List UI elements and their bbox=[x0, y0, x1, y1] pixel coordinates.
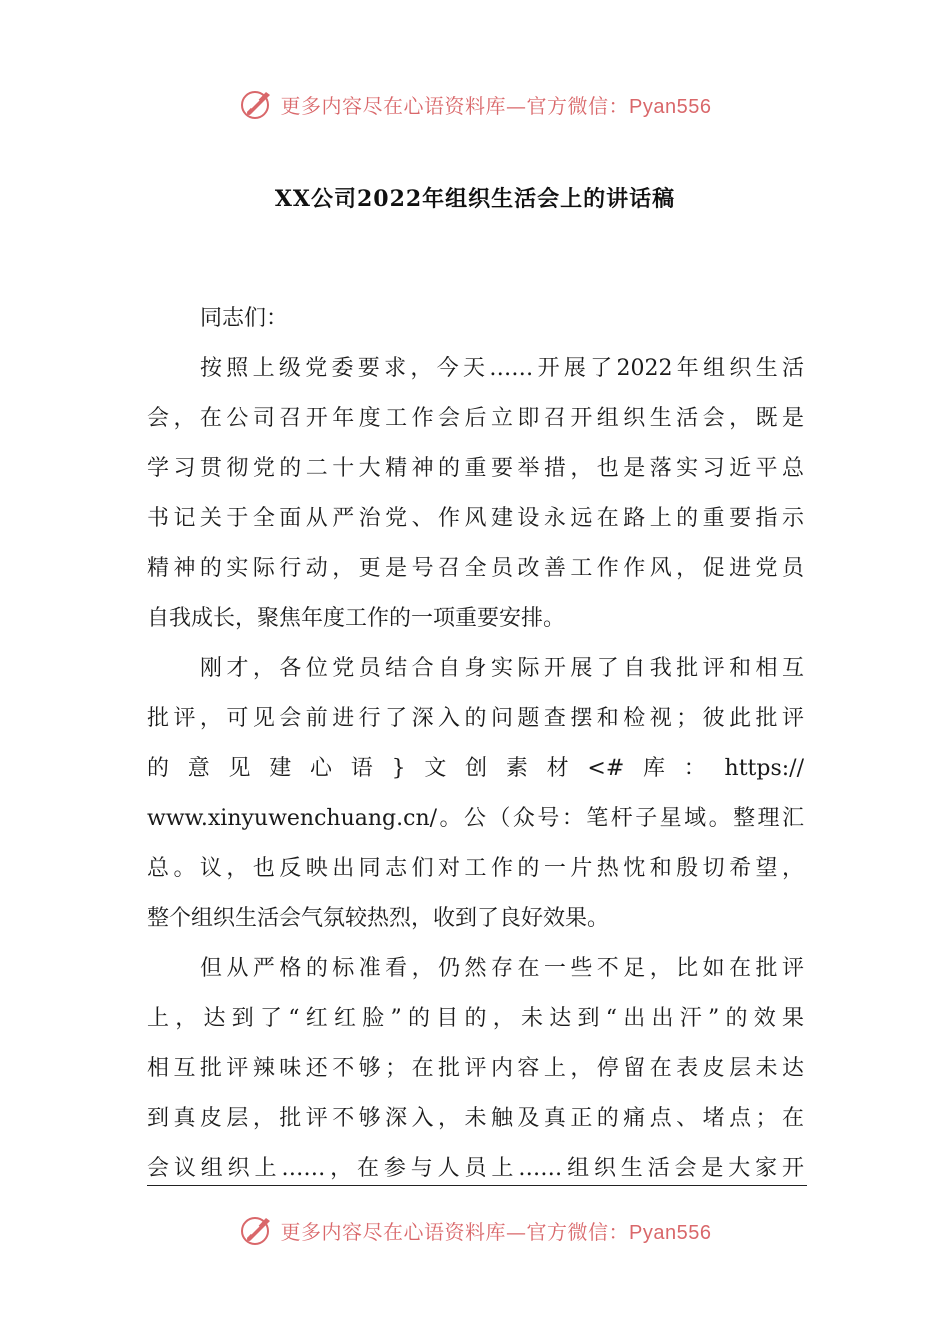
paragraph-line: 到真皮层，批评不够深入，未触及真正的痛点、堵点；在 bbox=[147, 1106, 804, 1131]
paragraph-line: 会，在公司召开年度工作会后立即召开组织生活会，既是 bbox=[147, 406, 804, 431]
banner-label: 更多内容尽在心语资料库—官方微信： bbox=[280, 1219, 630, 1244]
banner-label: 更多内容尽在心语资料库—官方微信： bbox=[280, 93, 630, 118]
wechat-id: Pyan556 bbox=[629, 95, 712, 118]
paragraph-line: 书记关于全面从严治党、作风建设永远在路上的重要指示 bbox=[147, 506, 804, 531]
paragraph-line: 整个组织生活会气氛较热烈，收到了良好效果。 bbox=[147, 906, 610, 931]
paragraph-3 bbox=[147, 944, 804, 1194]
paragraph-line: 会议组织上……，在参与人员上……组织生活会是大家开 bbox=[147, 1156, 804, 1181]
header-banner-text bbox=[281, 90, 712, 119]
quill-logo-icon bbox=[239, 86, 275, 122]
paragraph-line: 上，达到了“红红脸”的目的，未达到“出出汗”的效果 bbox=[147, 1006, 804, 1031]
paragraph-2 bbox=[147, 644, 804, 944]
footer-banner-text bbox=[281, 1216, 712, 1245]
document-title: XX公司2022年组织生活会上的讲话稿 bbox=[274, 186, 676, 212]
paragraph-line: 的意见建心语}文创素材<#库：https:// bbox=[147, 756, 804, 781]
quill-logo-icon bbox=[239, 1212, 275, 1248]
paragraph-line: 自我成长，聚焦年度工作的一项重要安排。 bbox=[147, 606, 566, 631]
footer-banner bbox=[0, 1210, 950, 1250]
paragraph-line: 总。议，也反映出同志们对工作的一片热忱和殷切希望， bbox=[147, 856, 804, 881]
footer-divider bbox=[147, 1185, 807, 1186]
paragraph-line: 但从严格的标准看，仍然存在一些不足，比如在批评 bbox=[200, 956, 804, 981]
paragraph-line: www.xinyuwenchuang.cn/。公（众号：笔杆子星域。整理汇 bbox=[147, 806, 804, 831]
paragraph-1 bbox=[147, 344, 804, 644]
salutation: 同志们： bbox=[200, 306, 289, 331]
paragraph-line: 批评，可见会前进行了深入的问题查摆和检视；彼此批评 bbox=[147, 706, 804, 731]
paragraph-line: 学习贯彻党的二十大精神的重要举措，也是落实习近平总 bbox=[147, 456, 804, 481]
paragraph-line: 按照上级党委要求，今天……开展了2022年组织生活 bbox=[200, 356, 804, 381]
wechat-id: Pyan556 bbox=[629, 1221, 712, 1244]
paragraph-line: 刚才，各位党员结合自身实际开展了自我批评和相互 bbox=[200, 656, 804, 681]
header-banner bbox=[0, 84, 950, 124]
paragraph-line: 相互批评辣味还不够；在批评内容上，停留在表皮层未达 bbox=[147, 1056, 804, 1081]
paragraph-line: 精神的实际行动，更是号召全员改善工作作风，促进党员 bbox=[147, 556, 804, 581]
document-body bbox=[147, 294, 804, 1194]
